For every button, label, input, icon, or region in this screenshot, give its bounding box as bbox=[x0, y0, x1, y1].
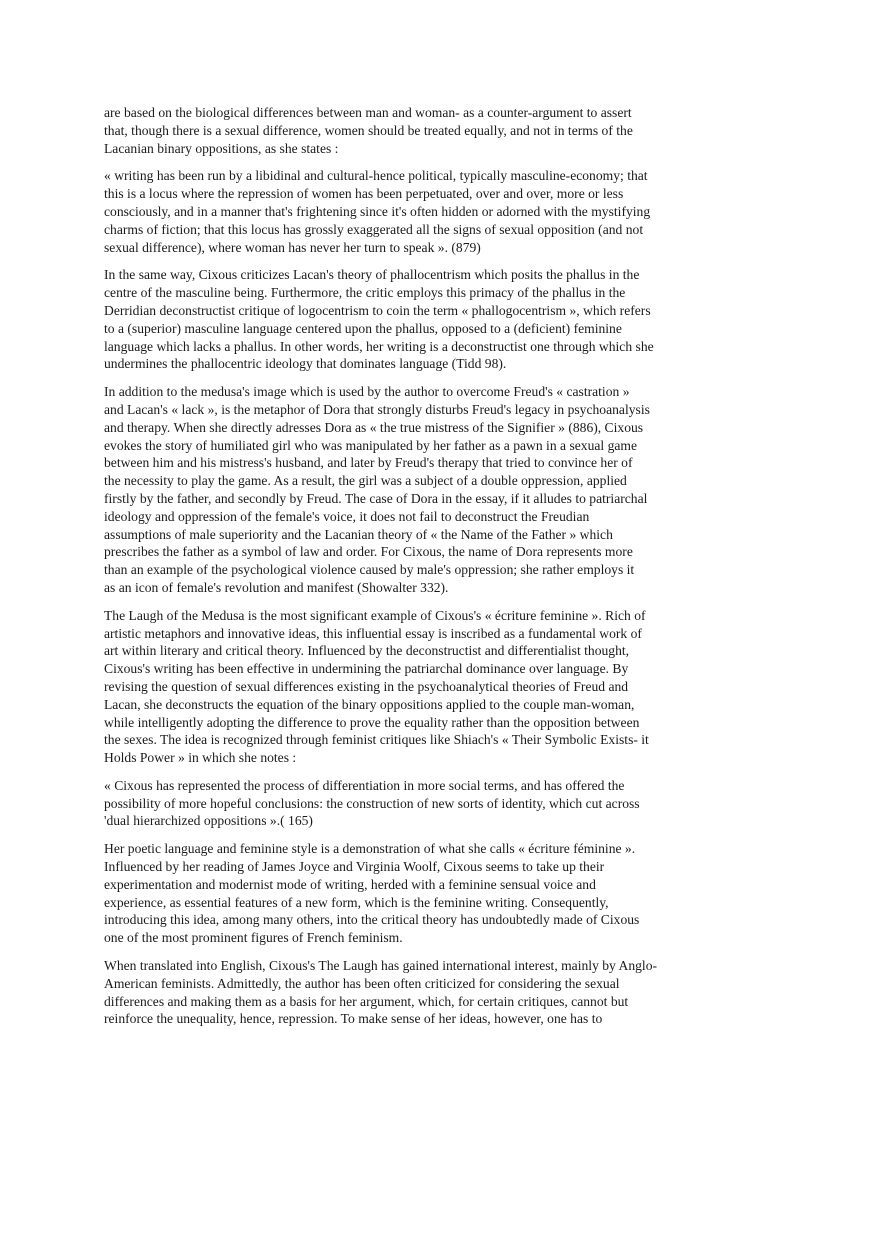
paragraph-1: are based on the biological differences between man and woman- as a counter-argument to assert that, though there is a sexual difference, women should be treated equally, and not in terms of the Lacanian binary oppositions, as she states : bbox=[104, 105, 633, 156]
paragraph-2: In the same way, Cixous criticizes Lacan's theory of phallocentrism which posits the phallus in the centre of the masculine being. Furthermore, the critic employs this primacy of the phallus in the Derridian deconstructist critique of logocentrism to coin the term « phallogocentrism », which refers to a (superior) masculine language centered upon the phallus, opposed to a (deficient) feminine language which lacks a phallus. In other words, her writing is a deconstructist one through which she undermines the phallocentric ideology that dominates language (Tidd 98). bbox=[104, 267, 654, 372]
paragraph-4: The Laugh of the Medusa is the most significant example of Cixous's « écriture feminine ». Rich of artistic metaphors and innovative ideas, this influential essay is inscribed as a fundamental work of art within literary and critical theory. Influenced by the deconstructist and differentialist thought, Cixous's writing has been effective in undermining the patriarchal dominance over language. By revising the question of sexual differences existing in the psychoanalytical theories of Freud and Lacan, she deconstructs the equation of the binary oppositions applied to the couple man-woman, while intelligently adopting the difference to prove the equality rather than the opposition between the sexes. The idea is recognized through feminist critiques like Shiach's « Their Symbolic Exists- it Holds Power » in which she notes : bbox=[104, 607, 649, 766]
quote-paragraph-1: « writing has been run by a libidinal and cultural-hence political, typically masculine-economy; that this is a locus where the repression of women has been perpetuated, over and over, more or less consciously, and in a manner that's frightening since it's often hidden or adorned with the mystifying charms of fiction; that this locus has grossly exaggerated all the signs of sexual opposition (and not sexual difference), where woman has never her turn to speak ». (879) bbox=[104, 168, 651, 255]
paragraph-5: Her poetic language and feminine style is a demonstration of what she calls « écriture féminine ». Influenced by her reading of James Joyce and Virginia Woolf, Cixous seems to take up their experimentation and modernist mode of writing, herded with a feminine sensual voice and experience, as essential features of a new form, which is the feminine writing. Consequently, introducing this idea, among many others, into the critical theory has undoubtedly made of Cixous one of the most prominent figures of French feminism. bbox=[104, 841, 640, 946]
paragraph-3: In addition to the medusa's image which is used by the author to overcome Freud's « castration » and Lacan's « lack », is the metaphor of Dora that strongly disturbs Freud's legacy in psychoanalysis and therapy. When she directly adresses Dora as « the true mistress of the Signifier » (886), Cixous evokes the story of humiliated girl who was manipulated by her father as a pawn in a sexual game between him and his mistress's husband, and later by Freud's therapy that tried to convince her of the necessity to play the game. As a result, the girl was a subject of a double oppression, applied firstly by the father, and secondly by Freud. The case of Dora in the essay, if it alludes to patriarchal ideology and oppression of the female's voice, it does not fail to deconstruct the Freudian assumptions of male superiority and the Lacanian theory of « the Name of the Father » which prescribes the father as a symbol of law and order. For Cixous, the name of Dora represents more than an example of the psychological violence caused by male's oppression; she rather employs it as an icon of female's revolution and manifest (Showalter 332). bbox=[104, 384, 650, 595]
body-text bbox=[104, 104, 722, 1038]
paragraph-6: When translated into English, Cixous's The Laugh has gained international interest, mainly by Anglo- American feminists. Admittedly, the author has been often criticized for considering the sexual differences and making them as a basis for her argument, which, for certain critiques, cannot but reinforce the unequality, hence, repression. To make sense of her ideas, however, one has to bbox=[104, 958, 658, 1027]
quote-paragraph-2: « Cixous has represented the process of differentiation in more social terms, and has offered the possibility of more hopeful conclusions: the construction of new sorts of identity, which cut across 'dual hierarchized oppositions ».( 165) bbox=[104, 777, 640, 829]
